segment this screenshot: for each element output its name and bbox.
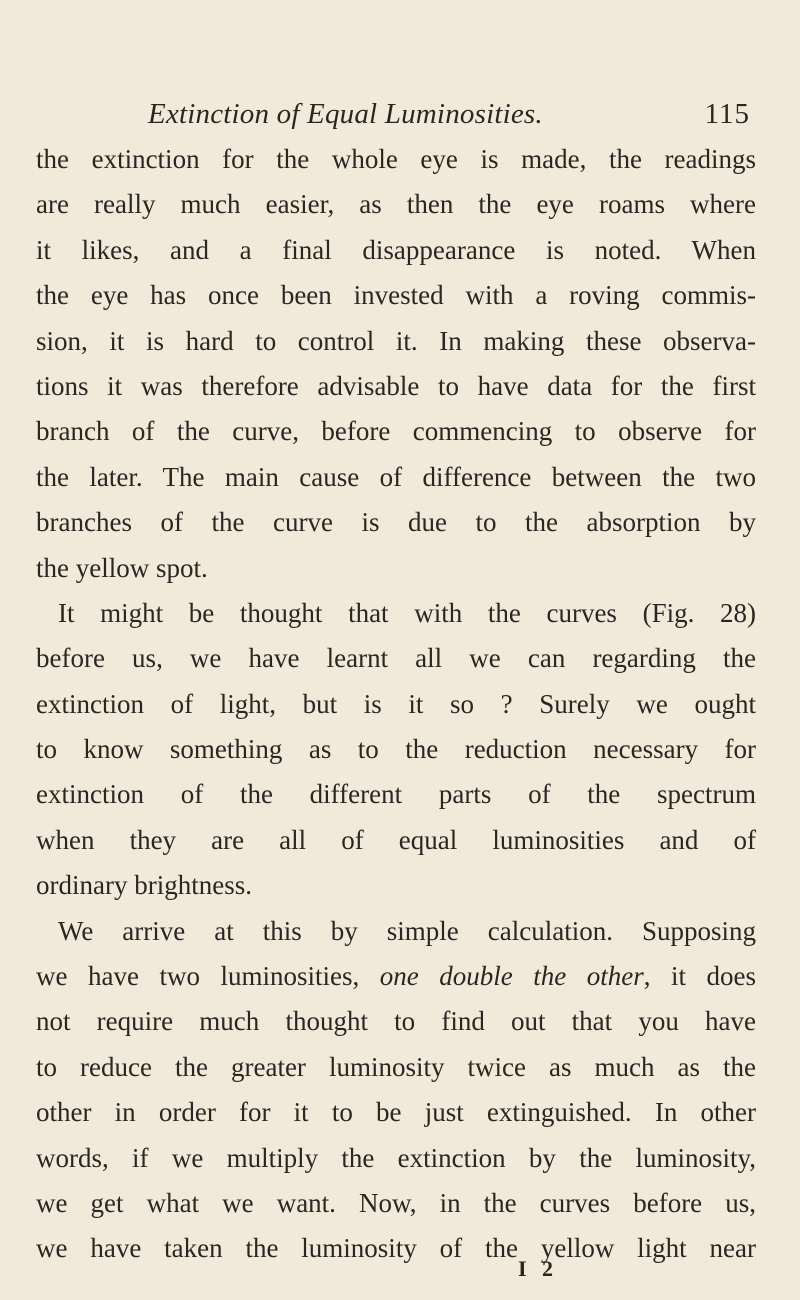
- text-line: tions it was therefore advisable to have data for the first: [36, 370, 756, 401]
- text-line: the eye has once been invested with a roving commis-: [36, 280, 756, 311]
- text-line: not require much thought to find out that you have: [36, 1006, 756, 1037]
- text-line: branch of the curve, before commencing to observe for: [36, 416, 756, 447]
- text-line: we have two luminosities, one double the other, it does: [36, 961, 756, 992]
- text-line: before us, we have learnt all we can regarding the: [36, 643, 756, 674]
- italic-phrase: one double the other: [379, 961, 644, 992]
- text-line: when they are all of equal luminosities and of: [36, 824, 756, 855]
- text-line: branches of the curve is due to the absorption by: [36, 507, 756, 538]
- paragraph-start-line: We arrive at this by simple calculation. Supposing: [58, 915, 756, 946]
- text-line: to know something as to the reduction necessary for: [36, 734, 756, 765]
- body-text: [36, 137, 756, 1272]
- paragraph-end-line: ordinary brightness.: [36, 870, 252, 901]
- text-line: extinction of light, but is it so ? Surely we ought: [36, 688, 756, 719]
- text-line: other in order for it to be just extinguished. In other: [36, 1097, 756, 1128]
- text-line: the later. The main cause of difference between the two: [36, 461, 756, 492]
- text-line: it likes, and a final disappearance is noted. When: [36, 234, 756, 265]
- text-line: sion, it is hard to control it. In making these observa-: [36, 325, 756, 356]
- text-line: we get what we want. Now, in the curves before us,: [36, 1187, 756, 1218]
- text-line: words, if we multiply the extinction by the luminosity,: [36, 1142, 756, 1173]
- paragraph-end-line: the yellow spot.: [36, 552, 208, 583]
- paragraph-start-line: It might be thought that with the curves (Fig. 28): [58, 597, 756, 628]
- running-title: Extinction of Equal Luminosities.: [148, 98, 543, 130]
- text-line: extinction of the different parts of the spectrum: [36, 779, 756, 810]
- signature-mark: I 2: [518, 1256, 559, 1281]
- page-number: 115: [704, 98, 750, 130]
- text-line: the extinction for the whole eye is made, the readings: [36, 144, 756, 174]
- text-line: are really much easier, as then the eye roams where: [36, 189, 756, 220]
- text-line: to reduce the greater luminosity twice as much as the: [36, 1051, 756, 1082]
- text-line: we have taken the luminosity of the yellow light near: [36, 1233, 756, 1264]
